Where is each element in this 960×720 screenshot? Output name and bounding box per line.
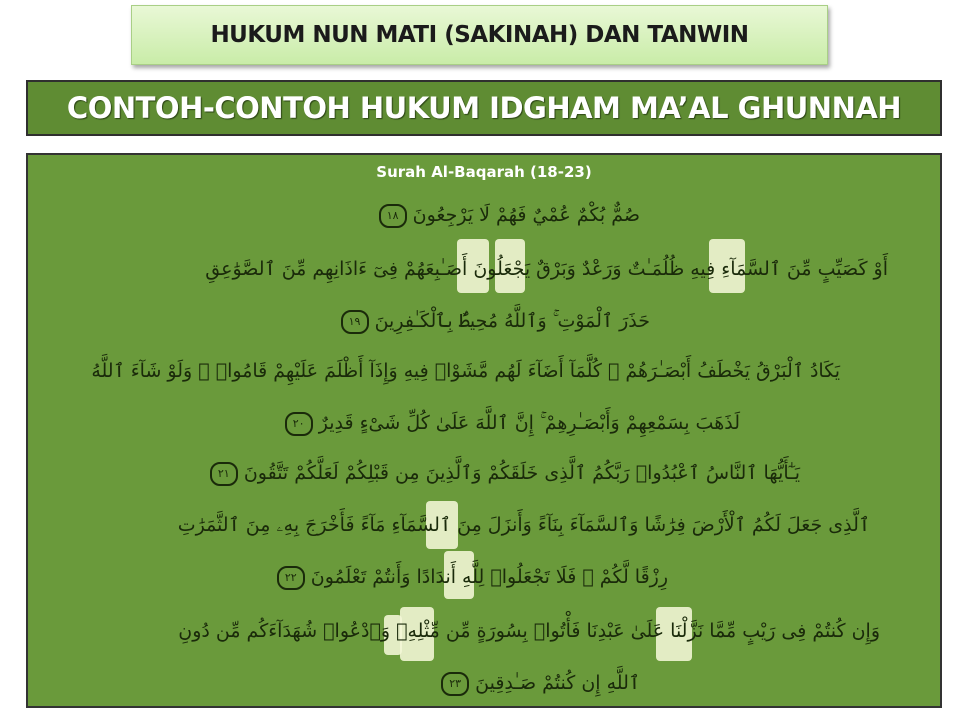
ayah-number-icon: ٢٣	[441, 672, 469, 696]
verse-line: يَكَادُ ٱلْبَرْقُ يَخْطَفُ أَبْصَـٰرَهُمْ ۖ كُلَّمَآ أَضَآءَ لَهُم مَّشَوْا۟ فِيهِ وَإِذَآ أَظْلَمَ عَلَيْهِمْ قَامُوا۟ ۚ وَلَوْ شَآءَ ٱللَّهُ	[91, 360, 840, 382]
verse-line: ٱللَّهِ إِن كُنتُمْ صَـٰدِقِينَ ٢٣	[437, 669, 640, 697]
ayah-number-icon: ٢٠	[285, 412, 313, 436]
slide-title: HUKUM NUN MATI (SAKINAH) DAN TANWIN	[210, 22, 749, 48]
verse-line: وَإِن كُنتُمْ فِى رَيْبٍ مِّمَّا نَزَّلْنَا عَلَىٰ عَبْدِنَا فَأْتُوا۟ بِسُورَةٍ مِّن مِّثْلِهِۦ وَٱدْعُوا۟ شُهَدَآءَكُم مِّن دُونِ	[178, 620, 880, 642]
slide-heading: CONTOH-CONTOH HUKUM IDGHAM MA’AL GHUNNAH	[66, 91, 902, 125]
verse-line: صُمٌّ بُكْمٌ عُمْيٌ فَهُمْ لَا يَرْجِعُونَ ١٨	[375, 201, 640, 229]
verse-line: رِزْقًا لَّكُمْ ۖ فَلَا تَجْعَلُوا۟ لِلَّهِ أَندَادًا وَأَنتُمْ تَعْلَمُونَ ٢٢	[273, 563, 668, 591]
surah-title: Surah Al-Baqarah (18-23)	[376, 163, 592, 181]
verse-line: ٱلَّذِى جَعَلَ لَكُمُ ٱلْأَرْضَ فِرَٰشًا وَٱلسَّمَآءَ بِنَآءً وَأَنزَلَ مِنَ ٱلسَّمَآءِ مَآءً فَأَخْرَجَ بِهِۦ مِنَ ٱلثَّمَرَٰتِ	[177, 514, 870, 536]
verse-line: لَذَهَبَ بِسَمْعِهِمْ وَأَبْصَـٰرِهِمْ ۚ إِنَّ ٱللَّهَ عَلَىٰ كُلِّ شَىْءٍ قَدِيرٌ ٢٠	[281, 409, 740, 437]
ayah-number-icon: ٢١	[210, 462, 238, 486]
verse-line: حَذَرَ ٱلْمَوْتِ ۚ وَٱللَّهُ مُحِيطٌۢ بِٱلْكَـٰفِرِينَ ١٩	[337, 307, 650, 335]
slide-title-box	[131, 5, 828, 65]
ayah-number-icon: ١٨	[379, 204, 407, 228]
verses-panel	[26, 153, 942, 708]
verse-line: أَوْ كَصَيِّبٍ مِّنَ ٱلسَّمَآءِ فِيهِ ظُلُمَـٰتٌ وَرَعْدٌ وَبَرْقٌ يَجْعَلُونَ أَصَـٰبِعَهُمْ فِىٓ ءَاذَانِهِم مِّنَ ٱلصَّوَٰعِقِ	[205, 258, 888, 280]
ayah-number-icon: ١٩	[341, 310, 369, 334]
slide-heading-box	[26, 80, 942, 136]
verse-line: يَـٰٓأَيُّهَا ٱلنَّاسُ ٱعْبُدُوا۟ رَبَّكُمُ ٱلَّذِى خَلَقَكُمْ وَٱلَّذِينَ مِن قَبْلِكُمْ لَعَلَّكُمْ تَتَّقُونَ ٢١	[206, 459, 800, 487]
ayah-number-icon: ٢٢	[277, 566, 305, 590]
